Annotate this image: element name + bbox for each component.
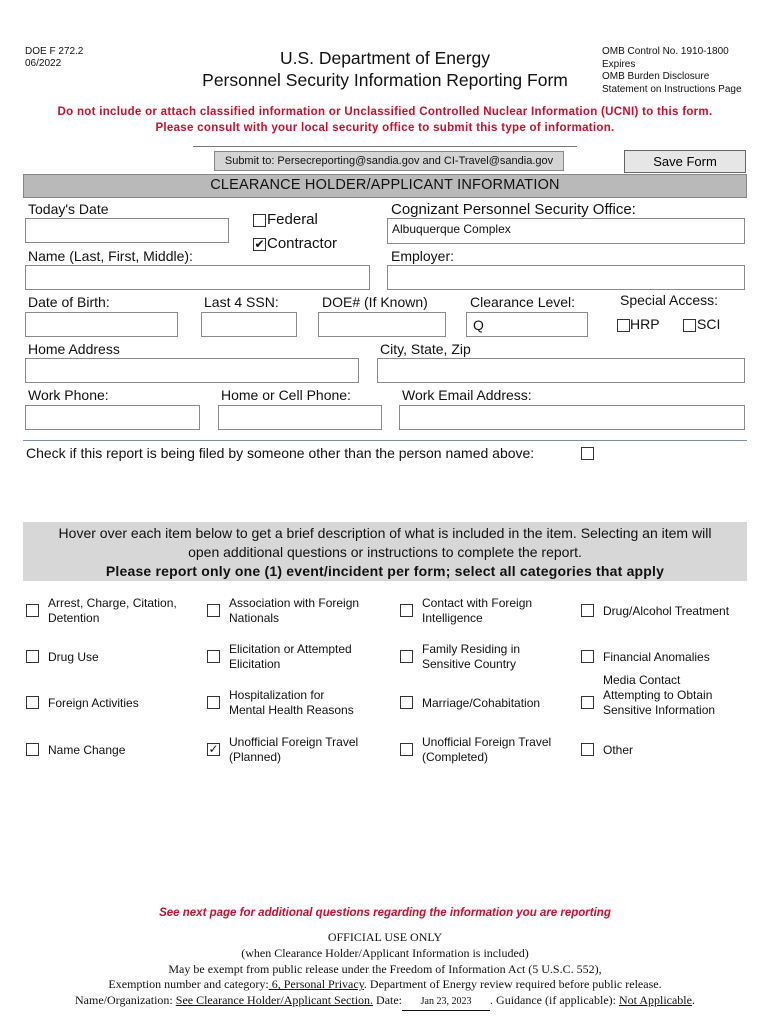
- category-checkbox[interactable]: [26, 743, 39, 756]
- category-label[interactable]: [229, 735, 358, 765]
- category-checkbox[interactable]: [400, 743, 413, 756]
- clearance-level-label: Clearance Level:: [470, 294, 576, 310]
- instructions-line-2: open additional questions or instructions to complete the report.: [188, 544, 582, 560]
- home-address-label: Home Address: [28, 341, 120, 357]
- guidance-value: Not Applicable: [618, 993, 692, 1008]
- filed-by-other-checkbox[interactable]: [581, 447, 594, 460]
- home-cell-label: Home or Cell Phone:: [221, 387, 351, 403]
- category-checkbox[interactable]: [581, 650, 594, 663]
- work-email-field[interactable]: [399, 405, 745, 430]
- home-cell-field[interactable]: [218, 405, 382, 430]
- cpso-label: Cognizant Personnel Security Office:: [391, 201, 636, 218]
- footer-line-3: May be exempt from public release under the Freedom of Information Act (5 U.S.C. 552),: [168, 961, 602, 976]
- category-label-line: (Planned): [229, 750, 282, 764]
- employer-label: Employer:: [391, 248, 455, 264]
- category-label-line: Name Change: [48, 742, 126, 757]
- hrp-label: HRP: [630, 316, 660, 332]
- footer-date-field[interactable]: Jan 23, 2023: [402, 994, 490, 1011]
- name-org-link: See Clearance Holder/Applicant Section.: [175, 993, 374, 1008]
- instructions-line-3: Please report only one (1) event/incident per form; select all categories that apply: [105, 563, 665, 579]
- hrp-checkbox[interactable]: [617, 319, 630, 332]
- category-label-line: Attempting to Obtain: [603, 687, 713, 702]
- category-checkbox[interactable]: [581, 743, 594, 756]
- category-label[interactable]: [603, 650, 710, 665]
- omb-line-2: Expires: [602, 58, 636, 70]
- title-line-1: U.S. Department of Energy: [279, 48, 491, 68]
- category-label[interactable]: [229, 642, 352, 672]
- category-label-line: Arrest, Charge, Citation,: [48, 596, 177, 610]
- category-label-line: Drug Use: [48, 649, 99, 664]
- omb-info: [602, 46, 742, 96]
- city-state-zip-label: City, State, Zip: [380, 341, 471, 357]
- category-checkbox[interactable]: [207, 696, 220, 709]
- omb-line-1: OMB Control No. 1910-1800: [602, 46, 729, 57]
- ssn-label: Last 4 SSN:: [204, 294, 279, 310]
- todays-date-field[interactable]: [25, 218, 229, 243]
- warning-line-2: Please consult with your local security office to submit this type of information.: [155, 122, 615, 134]
- federal-label: Federal: [267, 211, 318, 228]
- page-title: [195, 47, 575, 91]
- category-label[interactable]: [422, 696, 540, 711]
- special-access-label: Special Access:: [620, 292, 719, 308]
- category-label[interactable]: [48, 596, 177, 626]
- category-label[interactable]: [603, 604, 729, 619]
- omb-line-4[interactable]: Statement on Instructions Page: [602, 83, 742, 95]
- category-label-line: Detention: [48, 611, 100, 625]
- save-form-button[interactable]: Save Form: [624, 150, 746, 173]
- category-label-line: Unofficial Foreign Travel: [229, 735, 359, 749]
- category-label-line: Other: [603, 742, 634, 757]
- category-label-line: Intelligence: [422, 611, 483, 625]
- classified-warning: [20, 104, 750, 136]
- category-checkbox[interactable]: [400, 604, 413, 617]
- category-checkbox[interactable]: [207, 650, 220, 663]
- divider: [193, 146, 577, 147]
- category-label[interactable]: [603, 743, 633, 758]
- category-label-line: Unofficial Foreign Travel: [422, 735, 552, 749]
- sci-checkbox[interactable]: [683, 319, 696, 332]
- contractor-checkbox[interactable]: ✔: [254, 237, 265, 251]
- submit-to-box: Submit to: Persecreporting@sandia.gov and CI-Travel@sandia.gov: [214, 151, 564, 171]
- footer-line-2: (when Clearance Holder/Applicant Information is included): [241, 945, 529, 960]
- category-label-line: Sensitive Country: [422, 657, 517, 671]
- category-label[interactable]: [422, 596, 532, 626]
- clearance-level-field[interactable]: Q: [466, 312, 588, 337]
- ssn-field[interactable]: [201, 312, 297, 337]
- category-checkbox[interactable]: [26, 696, 39, 709]
- form-date: 06/2022: [25, 58, 62, 69]
- contractor-label: Contractor: [267, 235, 338, 252]
- name-label: Name (Last, First, Middle):: [28, 248, 193, 264]
- category-label[interactable]: [422, 735, 551, 765]
- work-phone-field[interactable]: [25, 405, 200, 430]
- work-email-label: Work Email Address:: [402, 387, 532, 403]
- home-address-field[interactable]: [25, 358, 359, 383]
- cpso-field[interactable]: Albuquerque Complex: [387, 218, 745, 244]
- category-label-line: Foreign Activities: [48, 695, 139, 710]
- footer-line-4: Exemption number and category: 6, Personal Privacy. Department of Energy review required before public release.: [108, 977, 662, 992]
- form-number: DOE F 272.2: [25, 46, 84, 57]
- category-label-line: Financial Anomalies: [603, 649, 710, 664]
- work-phone-label: Work Phone:: [28, 387, 109, 403]
- category-label[interactable]: [422, 642, 520, 672]
- omb-line-3[interactable]: OMB Burden Disclosure: [602, 71, 710, 82]
- category-label-line: Drug/Alcohol Treatment: [603, 603, 730, 618]
- category-label-line: Nationals: [229, 611, 280, 625]
- category-label[interactable]: [603, 673, 715, 718]
- section-divider: [23, 440, 747, 441]
- exemption-category: 6, Personal Privacy: [268, 977, 364, 992]
- instructions-banner: [23, 522, 747, 581]
- official-use-footer: [0, 930, 770, 1011]
- category-label[interactable]: [48, 743, 125, 758]
- category-checkbox[interactable]: ✓: [208, 742, 219, 756]
- category-label-line: Elicitation or Attempted: [229, 642, 352, 656]
- category-checkbox[interactable]: [581, 604, 594, 617]
- category-label-line: Hospitalization for: [229, 688, 325, 702]
- category-label-line: Mental Health Reasons: [229, 703, 354, 717]
- doe-number-label: DOE# (If Known): [322, 294, 428, 310]
- sci-label: SCI: [697, 316, 721, 332]
- category-checkbox[interactable]: [26, 650, 39, 663]
- category-checkbox[interactable]: [400, 696, 413, 709]
- category-label-line: Marriage/Cohabitation: [422, 695, 541, 710]
- federal-checkbox[interactable]: [253, 214, 266, 227]
- category-label-line: Family Residing in: [422, 642, 521, 656]
- category-label-line: Media Contact: [603, 672, 681, 687]
- category-label[interactable]: [229, 596, 359, 626]
- title-line-2: Personnel Security Information Reporting Form: [202, 70, 568, 90]
- category-label-line: Elicitation: [229, 657, 281, 671]
- category-checkbox[interactable]: [207, 604, 220, 617]
- category-label[interactable]: [48, 650, 99, 665]
- section-header: CLEARANCE HOLDER/APPLICANT INFORMATION: [23, 174, 747, 198]
- official-use-line: OFFICIAL USE ONLY: [327, 930, 443, 944]
- doe-number-field[interactable]: [318, 312, 446, 337]
- category-label-line: Contact with Foreign: [422, 596, 533, 610]
- footer-line-5: Name/Organization: See Clearance Holder/Applicant Section. Date: Jan 23, 2023 . Guidance (if applicable): Not Applicable.: [0, 993, 770, 1011]
- instructions-line-1: Hover over each item below to get a brief description of what is included in the item. Selecting an item will: [58, 525, 712, 541]
- category-label[interactable]: [229, 688, 354, 718]
- category-checkbox[interactable]: [400, 650, 413, 663]
- todays-date-label: Today's Date: [28, 201, 109, 217]
- employer-field[interactable]: [387, 265, 745, 290]
- dob-label: Date of Birth:: [28, 294, 110, 310]
- next-page-notice: See next page for additional questions regarding the information you are reporting: [159, 907, 611, 919]
- category-label[interactable]: [48, 696, 139, 711]
- filed-by-other-label: Check if this report is being filed by someone other than the person named above:: [26, 445, 535, 461]
- category-label-line: Association with Foreign: [229, 596, 360, 610]
- warning-line-1: Do not include or attach classified information or Unclassified Controlled Nuclear Information (UCNI) to this form.: [57, 106, 713, 118]
- name-field[interactable]: [25, 265, 370, 290]
- city-state-zip-field[interactable]: [377, 358, 745, 383]
- category-label-line: (Completed): [422, 750, 489, 764]
- category-label-line: Sensitive Information: [603, 702, 716, 717]
- category-checkbox[interactable]: [26, 604, 39, 617]
- dob-field[interactable]: [25, 312, 178, 337]
- category-checkbox[interactable]: [581, 696, 594, 709]
